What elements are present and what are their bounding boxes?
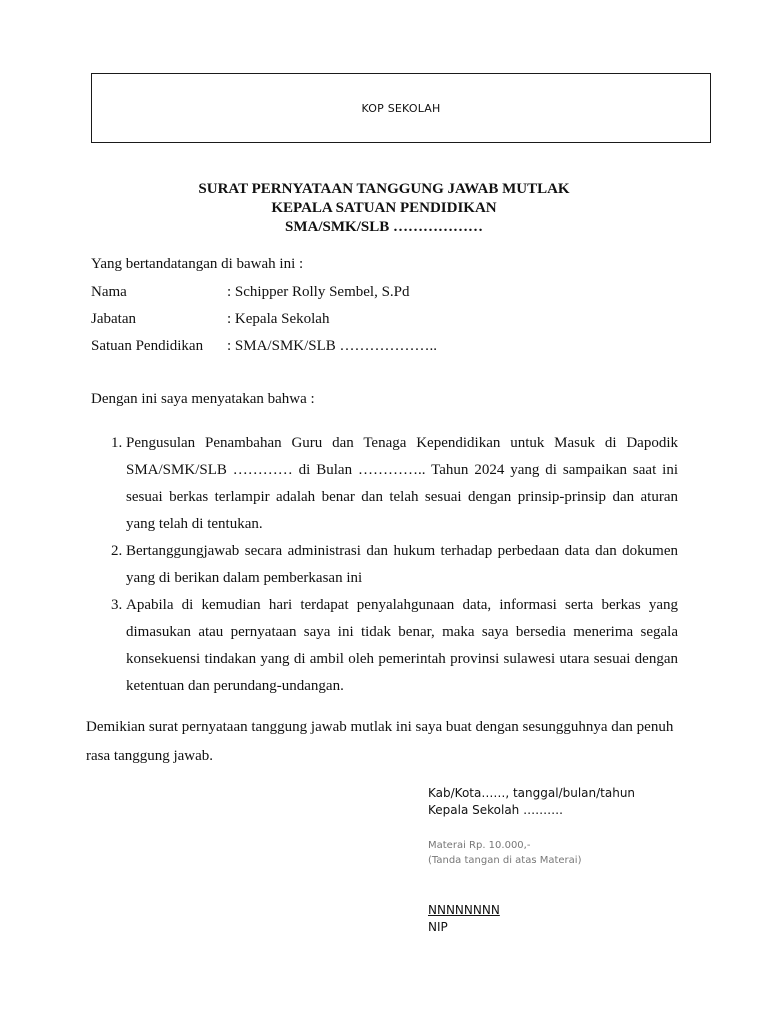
statement-intro: Dengan ini saya menyatakan bahwa : (91, 391, 315, 407)
list-item-number: 1. (111, 435, 123, 451)
list-item-text: Bertanggungjawab secara administrasi dan hukum terhadap perbedaan data dan dokumen yang di berikan dalam pemberkasan ini (126, 543, 678, 586)
signer-name: NNNNNNNN (428, 903, 500, 917)
list-item-number: 3. (111, 597, 123, 613)
identity-row-unit (91, 336, 437, 363)
list-item (91, 430, 678, 538)
intro-text: Yang bertandatangan di bawah ini : (91, 256, 304, 272)
letterhead-box (91, 73, 711, 143)
identity-row-position (91, 309, 437, 336)
title-line-2: KEPALA SATUAN PENDIDIKAN (271, 200, 497, 216)
signer-nip: NIP (428, 920, 448, 934)
list-item-text: Pengusulan Penambahan Guru dan Tenaga Kependidikan untuk Masuk di Dapodik SMA/SMK/SLB ………… di Bulan ………….. Tahun 2024 yang di sampaikan saat ini sesuai berkas terlampir adalah benar dan telah sesuai dengan prinsip-prinsip dan aturan yang telah di tentukan. (126, 435, 678, 532)
signature-block (428, 785, 728, 936)
signature-position: Kepala Sekolah ………. (428, 803, 563, 817)
identity-label: Satuan Pendidikan (91, 338, 204, 354)
materai-note (428, 838, 728, 868)
materai-amount: Materai Rp. 10.000,- (428, 840, 531, 851)
identity-label: Jabatan (91, 311, 136, 327)
document-title (0, 180, 768, 237)
list-item-number: 2. (111, 543, 123, 559)
list-item-text: Apabila di kemudian hari terdapat penyalahgunaan data, informasi serta berkas yang dimasukan atau pernyataan saya ini tidak benar, maka saya bersedia menerima segala konsekuensi tindakan yang di ambil oleh pemerintah provinsi sulawesi utara sesuai dengan ketentuan dan perundang-undangan. (126, 597, 678, 694)
statement-list (91, 430, 678, 700)
list-item (91, 592, 678, 700)
identity-label: Nama (91, 284, 127, 300)
identity-value: : SMA/SMK/SLB ……………….. (227, 338, 438, 354)
title-line-1: SURAT PERNYATAAN TANGGUNG JAWAB MUTLAK (198, 181, 570, 197)
identity-value: : Schipper Rolly Sembel, S.Pd (227, 284, 410, 300)
materai-instruction: (Tanda tangan di atas Materai) (428, 855, 582, 866)
identity-value: : Kepala Sekolah (227, 311, 330, 327)
list-item (91, 538, 678, 592)
signature-place-date: Kab/Kota……, tanggal/bulan/tahun (428, 786, 636, 800)
identity-table (91, 282, 437, 363)
identity-row-name (91, 282, 437, 309)
letterhead-label: KOP SEKOLAH (361, 101, 441, 115)
title-line-3: SMA/SMK/SLB ……………… (285, 219, 483, 235)
closing-paragraph: Demikian surat pernyataan tanggung jawab mutlak ini saya buat dengan sesungguhnya dan penuh rasa tanggung jawab. (86, 719, 674, 764)
